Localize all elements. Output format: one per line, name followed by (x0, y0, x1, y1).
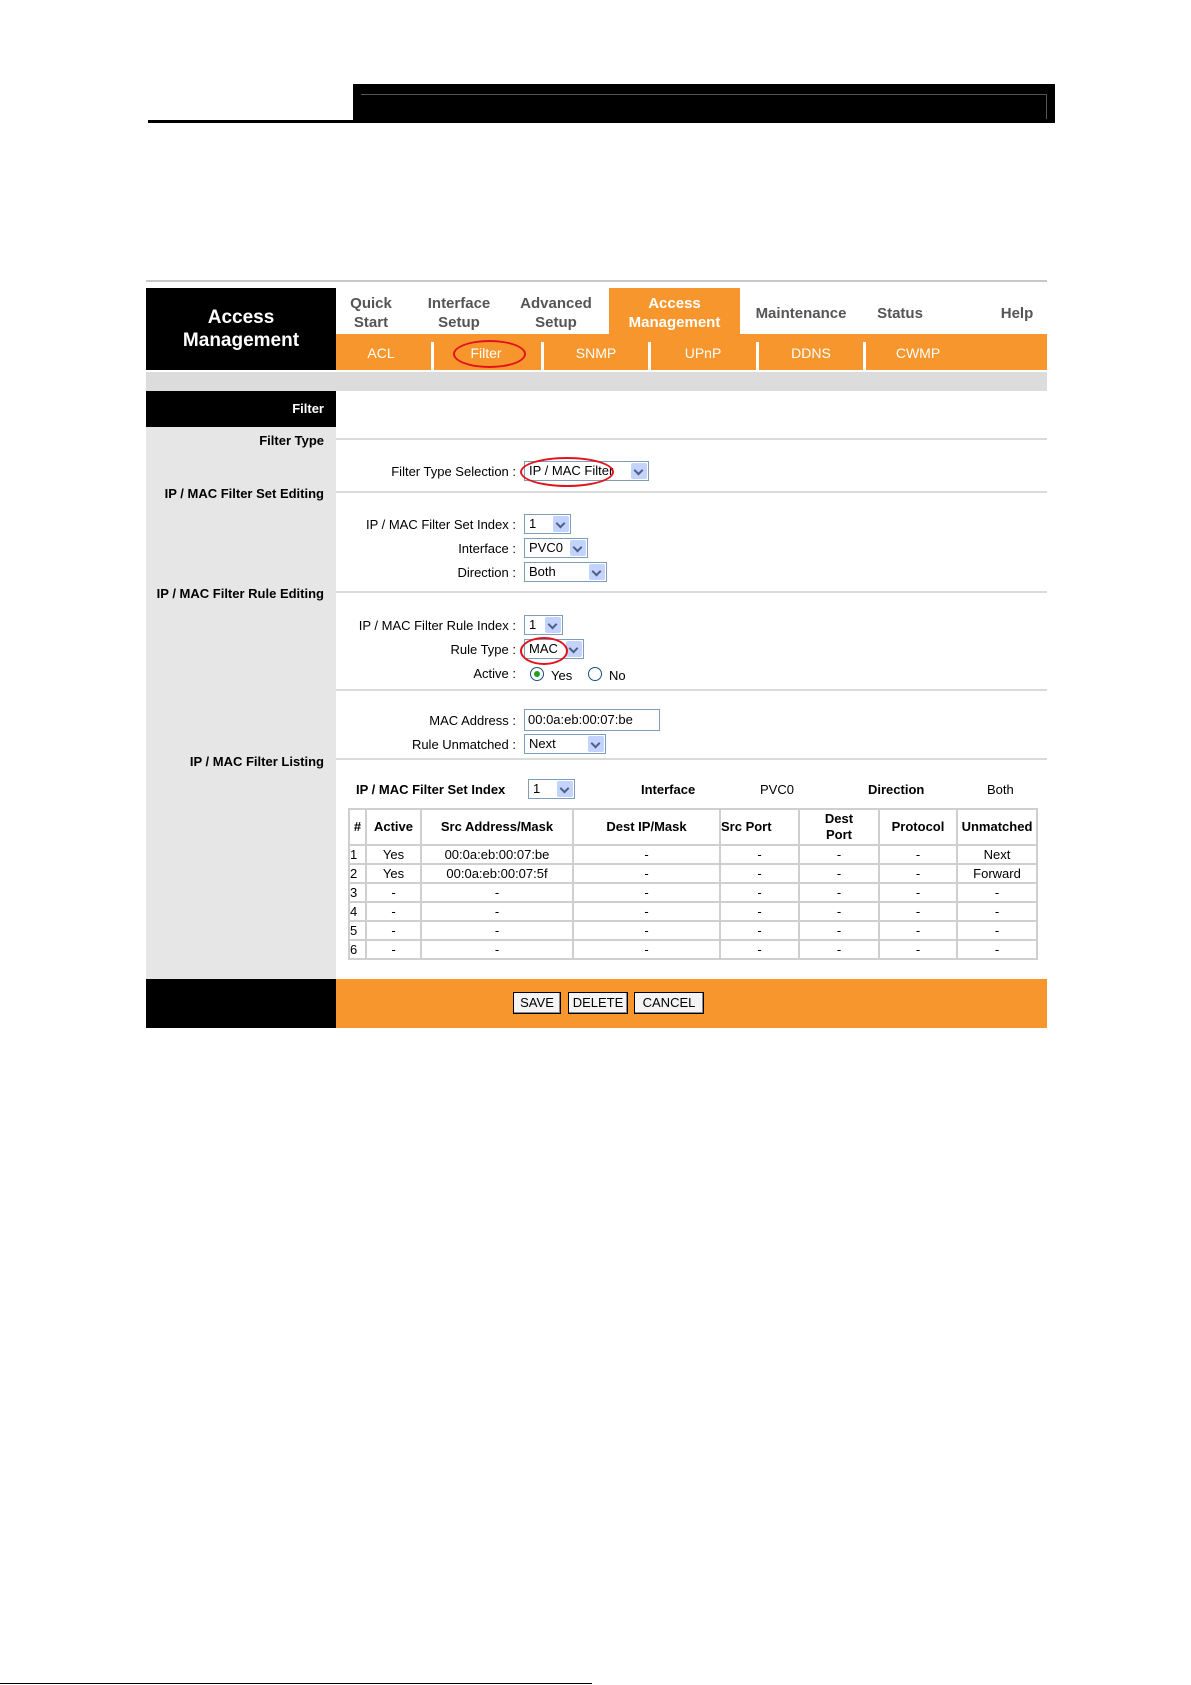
menu-label: Interface (427, 295, 491, 312)
listing-interface-label: Interface (641, 782, 696, 797)
active-no-radio[interactable] (588, 667, 602, 681)
table-cell: - (573, 845, 720, 864)
table-cell: - (879, 864, 957, 883)
filter-type-selection-label: Filter Type Selection : (391, 464, 516, 479)
interface-label: Interface : (458, 541, 516, 556)
submenu-snmp[interactable]: SNMP (575, 345, 617, 361)
table-cell: - (720, 921, 799, 940)
section-filter-label: Filter (292, 401, 324, 416)
submenu-upnp[interactable]: UPnP (684, 345, 722, 361)
rule-unmatched-select[interactable] (524, 734, 606, 754)
table-cell: Yes (366, 845, 421, 864)
section-rule-editing-label: IP / MAC Filter Rule Editing (156, 586, 324, 601)
brand-line1: Access (207, 307, 275, 328)
chevron-down-icon (570, 540, 586, 556)
table-cell: - (720, 902, 799, 921)
submenu-filter[interactable]: Filter (470, 345, 502, 361)
column-header: Active (366, 809, 421, 845)
table-cell: - (421, 883, 573, 902)
left-label-column (146, 391, 336, 979)
table-cell: - (573, 921, 720, 940)
table-cell: - (799, 883, 879, 902)
filter-listing-table (348, 808, 1038, 960)
table-cell: 2 (349, 864, 366, 883)
table-cell: - (799, 845, 879, 864)
table-cell: - (573, 864, 720, 883)
table-cell: - (720, 883, 799, 902)
mac-address-input[interactable] (524, 709, 660, 731)
direction-value: Both (529, 564, 556, 579)
section-filter-type-label: Filter Type (259, 433, 324, 448)
listing-set-index-value: 1 (533, 781, 541, 796)
table-cell: - (879, 940, 957, 959)
table-cell: - (366, 940, 421, 959)
column-header: Src Port (720, 809, 799, 845)
filter-type-value: IP / MAC Filter (529, 463, 614, 478)
rule-type-value: MAC (529, 641, 558, 656)
rule-index-label: IP / MAC Filter Rule Index : (358, 618, 516, 633)
document-footer-rule (0, 1683, 592, 1684)
interface-select[interactable] (524, 538, 588, 558)
submenu-cwmp[interactable]: CWMP (895, 345, 941, 361)
table-cell: - (879, 902, 957, 921)
menu-label: Management (628, 314, 721, 331)
delete-button[interactable]: DELETE (568, 992, 628, 1014)
table-row (349, 902, 1037, 921)
column-header: Protocol (879, 809, 957, 845)
table-cell: 1 (349, 845, 366, 864)
mac-address-label: MAC Address : (429, 713, 516, 728)
menu-label: Status (877, 304, 923, 322)
chevron-down-icon (631, 463, 647, 479)
main-form-area (336, 391, 1047, 979)
table-cell: - (573, 940, 720, 959)
section-listing-label: IP / MAC Filter Listing (189, 754, 324, 769)
rule-unmatched-label: Rule Unmatched : (411, 737, 516, 752)
menu-label: Help (1000, 304, 1034, 322)
table-row (349, 845, 1037, 864)
table-cell: - (366, 921, 421, 940)
table-cell: - (879, 921, 957, 940)
direction-select[interactable] (524, 562, 607, 582)
set-index-select[interactable] (524, 514, 571, 534)
column-header: Dest Port (799, 809, 879, 845)
table-cell: - (720, 940, 799, 959)
table-cell: - (720, 864, 799, 883)
table-cell: 5 (349, 921, 366, 940)
rule-index-value: 1 (529, 617, 537, 632)
top-divider (146, 280, 1047, 282)
active-yes-radio[interactable] (530, 667, 544, 681)
table-row (349, 883, 1037, 902)
table-body (349, 845, 1037, 959)
listing-direction-label: Direction (868, 782, 925, 797)
chevron-down-icon (566, 641, 582, 657)
interface-value: PVC0 (529, 540, 563, 555)
table-cell: - (957, 902, 1037, 921)
menu-label: Access (648, 295, 701, 312)
section-brand (146, 288, 336, 370)
table-cell: - (720, 845, 799, 864)
menu-label: Advanced (520, 295, 592, 312)
table-row (349, 864, 1037, 883)
table-cell: - (366, 902, 421, 921)
table-cell: - (799, 864, 879, 883)
submenu-separator (648, 342, 651, 370)
table-cell: - (366, 883, 421, 902)
menu-access-management[interactable] (609, 288, 740, 338)
rule-unmatched-value: Next (529, 736, 556, 751)
table-cell: - (573, 902, 720, 921)
listing-interface-value: PVC0 (760, 782, 794, 797)
listing-direction-value: Both (987, 782, 1014, 797)
filter-heading-block (146, 391, 336, 427)
set-index-value: 1 (529, 516, 537, 531)
menu-help[interactable] (988, 288, 1046, 338)
gray-band (146, 372, 1047, 391)
table-cell: Forward (957, 864, 1037, 883)
menu-label: Quick (350, 295, 392, 312)
menu-label: Maintenance (755, 304, 847, 322)
submenu-separator (431, 342, 434, 370)
submenu-separator (756, 342, 759, 370)
listing-set-index-select[interactable] (528, 779, 575, 799)
active-no-label: No (609, 668, 626, 683)
menu-label: Setup (438, 314, 480, 331)
direction-label: Direction : (457, 565, 516, 580)
divider (336, 591, 1047, 593)
chevron-down-icon (545, 617, 561, 633)
sub-menu (336, 334, 1047, 370)
table-cell: - (799, 902, 879, 921)
column-header: Unmatched (957, 809, 1037, 845)
brand-line2: Management (182, 330, 300, 351)
menu-maintenance[interactable] (746, 288, 856, 338)
submenu-ddns[interactable]: DDNS (791, 345, 831, 361)
chevron-down-icon (557, 781, 573, 797)
table-cell: - (421, 940, 573, 959)
main-menu (336, 288, 1047, 338)
cancel-button[interactable]: CANCEL (634, 992, 704, 1014)
column-header: Src Address/Mask (421, 809, 573, 845)
submenu-separator (863, 342, 866, 370)
submenu-acl[interactable]: ACL (367, 345, 395, 361)
table-row (349, 921, 1037, 940)
table-cell: - (799, 921, 879, 940)
router-admin-page (146, 280, 1047, 1028)
column-header: # (349, 809, 366, 845)
rule-type-select[interactable] (524, 639, 584, 659)
submenu-separator (541, 342, 544, 370)
table-cell: - (421, 921, 573, 940)
footer-left-block (146, 979, 336, 1028)
chevron-down-icon (589, 564, 605, 580)
chevron-down-icon (553, 516, 569, 532)
filter-type-select[interactable] (524, 461, 649, 481)
table-cell: Yes (366, 864, 421, 883)
footer-button-bar (336, 979, 1047, 1028)
table-cell: 00:0a:eb:00:07:be (421, 845, 573, 864)
menu-advanced-setup[interactable] (512, 288, 600, 338)
menu-label: Start (353, 314, 389, 331)
menu-label: Setup (535, 314, 577, 331)
table-cell: - (879, 883, 957, 902)
table-cell: - (799, 940, 879, 959)
document-header-bar (353, 84, 1055, 123)
table-header-row (349, 809, 1037, 845)
table-cell: - (957, 921, 1037, 940)
divider (336, 689, 1047, 691)
table-cell: - (879, 845, 957, 864)
table-cell: - (957, 940, 1037, 959)
table-cell: 00:0a:eb:00:07:5f (421, 864, 573, 883)
menu-interface-setup[interactable] (414, 288, 504, 338)
divider (336, 438, 1047, 440)
table-cell: - (573, 883, 720, 902)
set-index-label: IP / MAC Filter Set Index : (365, 517, 516, 532)
table-cell: - (421, 902, 573, 921)
table-cell: - (957, 883, 1037, 902)
menu-status[interactable] (862, 288, 938, 338)
table-cell: 3 (349, 883, 366, 902)
rule-index-select[interactable] (524, 615, 563, 635)
table-row (349, 940, 1037, 959)
document-header-rule (148, 120, 353, 123)
divider (336, 758, 1047, 760)
menu-quick-start[interactable] (336, 288, 406, 338)
chevron-down-icon (588, 736, 604, 752)
table-cell: Next (957, 845, 1037, 864)
divider (336, 491, 1047, 493)
mac-address-value: 00:0a:eb:00:07:be (528, 712, 633, 727)
active-yes-label: Yes (551, 668, 573, 683)
listing-set-index-label: IP / MAC Filter Set Index (356, 782, 506, 797)
column-header: Dest IP/Mask (573, 809, 720, 845)
section-set-editing-label: IP / MAC Filter Set Editing (164, 486, 324, 501)
rule-type-label: Rule Type : (450, 642, 516, 657)
save-button[interactable]: SAVE (513, 992, 561, 1014)
table-cell: 6 (349, 940, 366, 959)
table-cell: 4 (349, 902, 366, 921)
active-label: Active : (473, 666, 516, 681)
